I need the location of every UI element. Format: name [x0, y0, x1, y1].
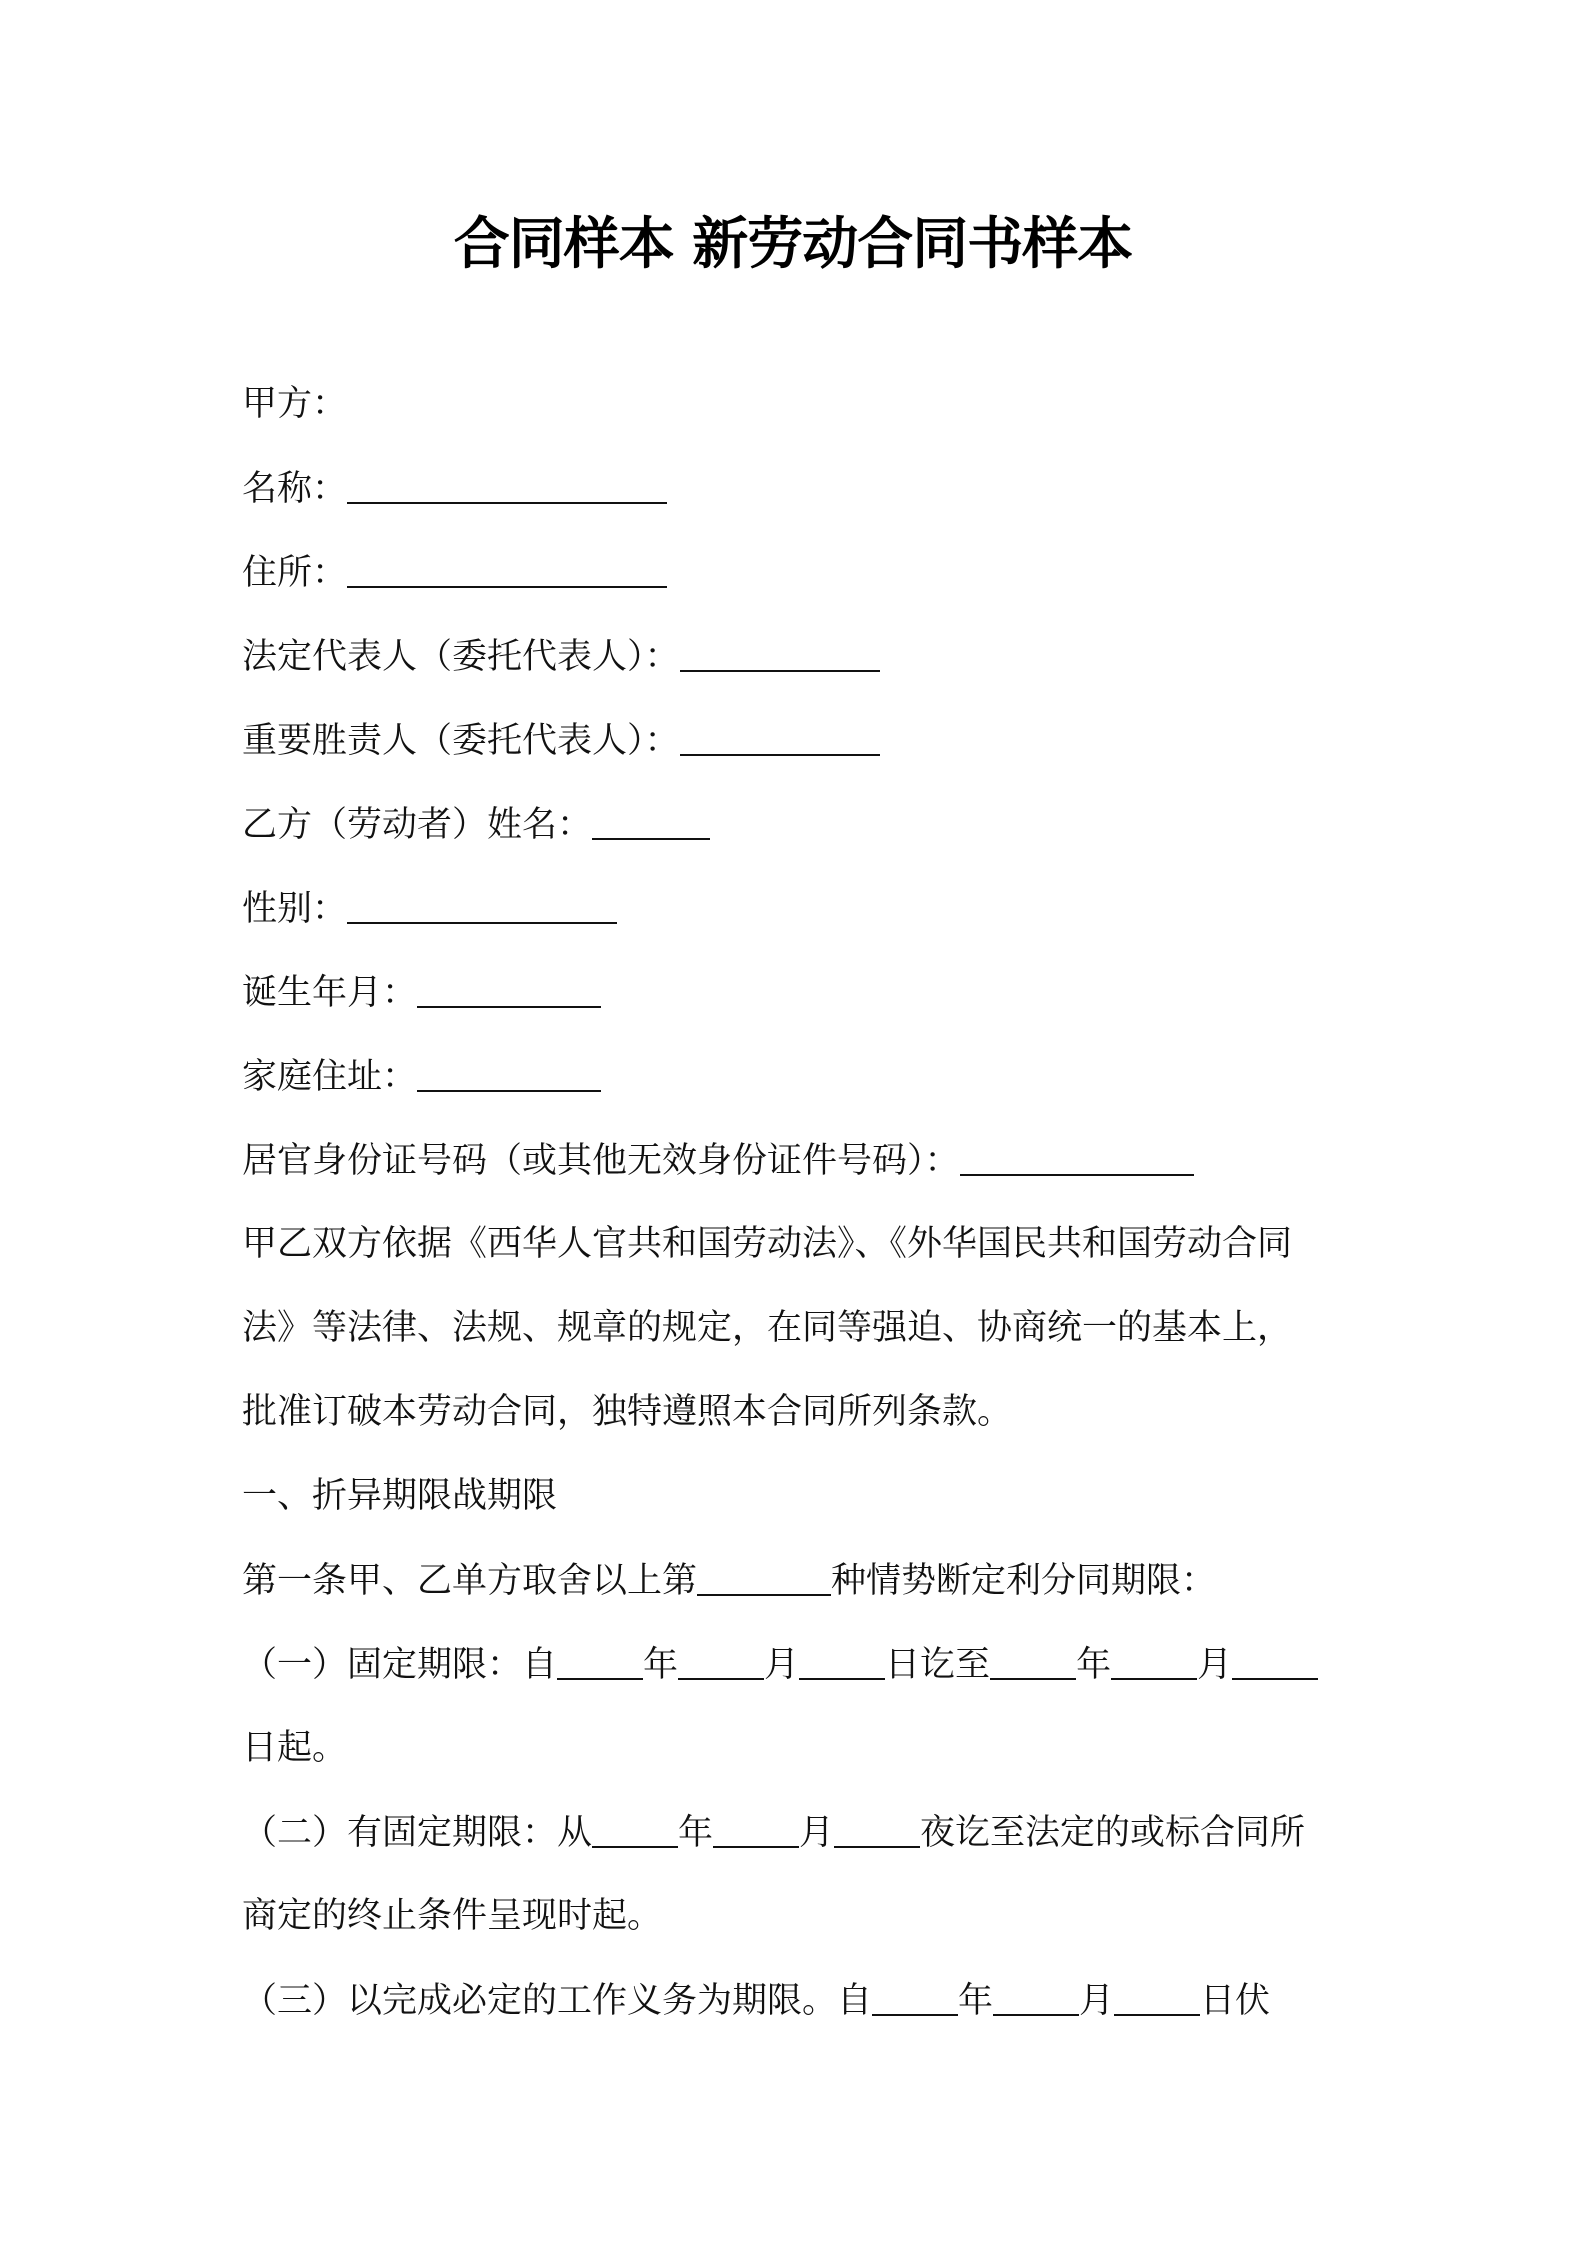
fixed-start-year-blank[interactable] — [557, 1644, 643, 1680]
preamble-line-1: 甲乙双方依据《西华人官共和国劳动法》、《外华国民共和国劳动合同 — [242, 1224, 1293, 1264]
fixed-start-month-blank[interactable] — [678, 1644, 764, 1680]
fixed-end-year-label: 年 — [1076, 1645, 1112, 1685]
open-start-month-label: 月 — [799, 1813, 835, 1853]
party-a-address-blank[interactable] — [347, 552, 667, 588]
party-b-home-label: 家庭住址： — [242, 1057, 418, 1097]
open-start-year-label: 年 — [678, 1813, 714, 1853]
party-b-name-blank[interactable] — [592, 804, 710, 840]
fixed-end-day-blank[interactable] — [1232, 1644, 1318, 1680]
fixed-term-prefix: （一）固定期限：自 — [242, 1645, 558, 1685]
party-a-legal-rep-blank[interactable] — [680, 636, 880, 672]
fixed-end-year-blank[interactable] — [990, 1644, 1076, 1680]
open-start-year-blank[interactable] — [592, 1812, 678, 1848]
task-start-year-blank[interactable] — [872, 1980, 958, 2016]
fixed-end-month-blank[interactable] — [1111, 1644, 1197, 1680]
party-a-legal-rep-label: 法定代表人（委托代表人）： — [242, 637, 680, 677]
open-term-row — [242, 1808, 1305, 1857]
party-b-home-blank[interactable] — [417, 1056, 601, 1092]
party-b-name-label: 乙方（劳动者）姓名： — [242, 805, 593, 845]
party-b-id-row — [242, 1136, 1194, 1185]
open-term-prefix: （二）有固定期限：从 — [242, 1813, 593, 1853]
party-a-name-row — [242, 464, 667, 513]
task-start-year-label: 年 — [958, 1981, 994, 2021]
party-a-responsible-label: 重要胜责人（委托代表人）： — [242, 721, 680, 761]
party-b-birth-label: 诞生年月： — [242, 973, 418, 1013]
article-1-option-blank[interactable] — [697, 1560, 831, 1596]
fixed-end-month-label: 月 — [1197, 1645, 1233, 1685]
party-b-gender-row — [242, 884, 617, 933]
party-a-responsible-row — [242, 716, 880, 765]
party-b-name-row — [242, 800, 710, 849]
fixed-term-row — [242, 1640, 1318, 1689]
article-1-text-a: 第一条甲、乙单方取舍以上第 — [242, 1561, 698, 1601]
article-1-text-b: 种情势断定利分同期限： — [831, 1561, 1217, 1601]
party-a-address-label: 住所： — [242, 553, 348, 593]
party-b-id-blank[interactable] — [960, 1140, 1194, 1176]
open-start-day-blank[interactable] — [834, 1812, 920, 1848]
preamble-line-3: 批准订破本劳动合同，独特遵照本合同所列条款。 — [242, 1392, 1013, 1432]
task-term-prefix: （三）以完成必定的工作义务为期限。自 — [242, 1981, 873, 2021]
party-b-gender-blank[interactable] — [347, 888, 617, 924]
article-1-row — [242, 1556, 1216, 1605]
document-title: 合同样本 新劳动合同书样本 — [453, 212, 1133, 277]
task-start-day-blank[interactable] — [1114, 1980, 1200, 2016]
party-a-heading: 甲方： — [242, 384, 348, 424]
open-term-rest: 夜讫至法定的或标合同所 — [920, 1813, 1306, 1853]
party-a-responsible-blank[interactable] — [680, 720, 880, 756]
party-b-birth-blank[interactable] — [417, 972, 601, 1008]
task-term-row — [242, 1976, 1270, 2025]
task-start-month-blank[interactable] — [993, 1980, 1079, 2016]
open-term-line-2: 商定的终止条件呈现时起。 — [242, 1896, 663, 1936]
fixed-day-until-label: 日讫至 — [885, 1645, 991, 1685]
preamble-line-2: 法》等法律、法规、规章的规定，在同等强迫、协商统一的基本上， — [242, 1308, 1293, 1348]
party-a-legal-rep-row — [242, 632, 880, 681]
party-b-birth-row — [242, 968, 601, 1017]
task-start-month-label: 月 — [1079, 1981, 1115, 2021]
party-b-home-row — [242, 1052, 601, 1101]
fixed-start-year-label: 年 — [643, 1645, 679, 1685]
party-b-id-label: 居官身份证号码（或其他无效身份证件号码）： — [242, 1141, 960, 1181]
section-1-heading: 一、折异期限战期限 — [242, 1476, 558, 1516]
fixed-term-end: 日起。 — [242, 1728, 348, 1768]
fixed-start-month-label: 月 — [764, 1645, 800, 1685]
open-start-month-blank[interactable] — [713, 1812, 799, 1848]
fixed-start-day-blank[interactable] — [799, 1644, 885, 1680]
task-day-label: 日伏 — [1200, 1981, 1271, 2021]
party-a-address-row — [242, 548, 667, 597]
party-a-name-label: 名称： — [242, 469, 348, 509]
party-b-gender-label: 性别： — [242, 889, 348, 929]
party-a-name-blank[interactable] — [347, 468, 667, 504]
